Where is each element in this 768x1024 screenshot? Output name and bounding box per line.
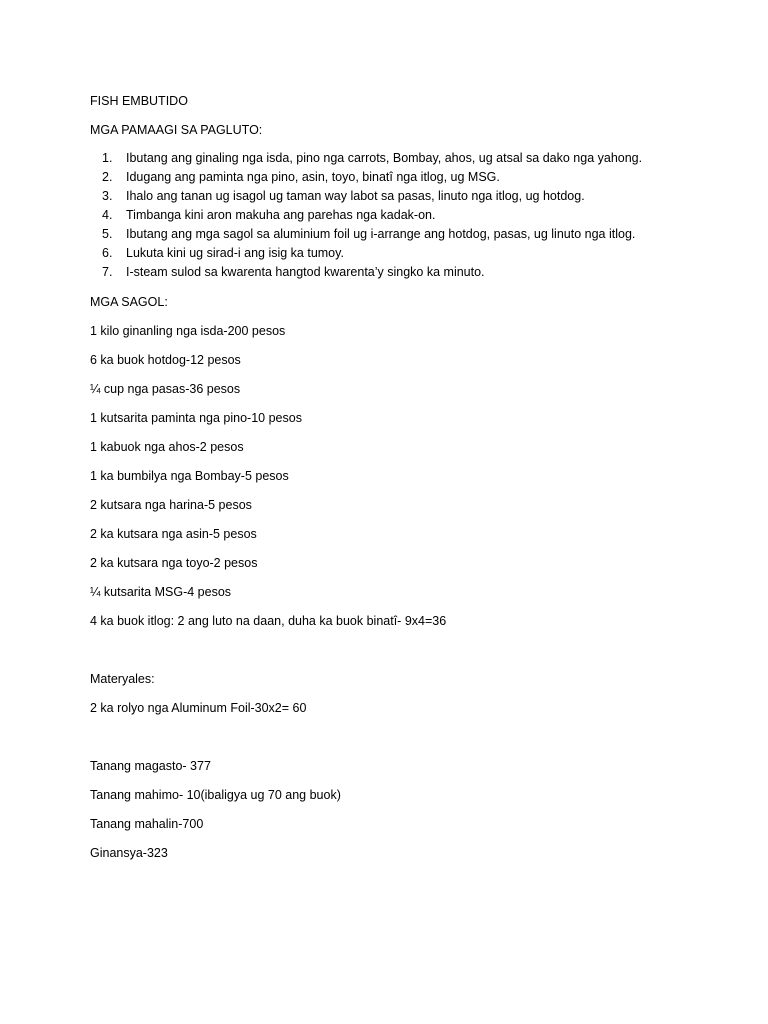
total-profit: Ginansya-323: [90, 846, 168, 860]
step-item: [102, 206, 710, 225]
total-yield: Tanang mahimo- 10(ibaligya ug 70 ang buok): [90, 788, 341, 802]
step-number: 3.: [102, 189, 113, 203]
step-text: Timbanga kini aron makuha ang parehas nga kadak-on.: [126, 208, 436, 222]
step-text: Idugang ang paminta nga pino, asin, toyo, binatî nga itlog, ug MSG.: [126, 170, 500, 184]
material-item: 2 ka rolyo nga Aluminum Foil-30x2= 60: [90, 701, 307, 715]
step-number: 2.: [102, 170, 113, 184]
step-text: Ibutang ang mga sagol sa aluminium foil ug i-arrange ang hotdog, pasas, ug linuto nga itlog.: [126, 227, 636, 241]
step-number: 7.: [102, 265, 113, 279]
total-sales: Tanang mahalin-700: [90, 817, 204, 831]
procedure-steps: [90, 149, 710, 282]
step-item: [102, 149, 710, 168]
document-page: [90, 92, 710, 873]
step-item: [102, 187, 710, 206]
ingredient-item: 6 ka buok hotdog-12 pesos: [90, 353, 241, 367]
ingredient-item: ¼ cup nga pasas-36 pesos: [90, 382, 241, 396]
step-text: I-steam sulod sa kwarenta hangtod kwarenta’y singko ka minuto.: [126, 265, 485, 279]
step-number: 4.: [102, 208, 113, 222]
ingredient-item: 2 kutsara nga harina-5 pesos: [90, 498, 252, 512]
document-title: FISH EMBUTIDO: [90, 94, 188, 108]
procedure-heading: MGA PAMAAGI SA PAGLUTO:: [90, 123, 263, 137]
ingredients-heading: MGA SAGOL:: [90, 295, 168, 309]
ingredient-item: ¼ kutsarita MSG-4 pesos: [90, 585, 232, 599]
step-item: [102, 225, 710, 244]
step-number: 5.: [102, 227, 113, 241]
step-text: Lukuta kini ug sirad-i ang isig ka tumoy.: [126, 246, 344, 260]
step-item: [102, 244, 710, 263]
step-text: Ibutang ang ginaling nga isda, pino nga carrots, Bombay, ahos, ug atsal sa dako nga yahong.: [126, 151, 643, 165]
ingredient-item: 1 kilo ginanling nga isda-200 pesos: [90, 324, 286, 338]
materials-heading: Materyales:: [90, 672, 155, 686]
ingredient-item: 1 ka bumbilya nga Bombay-5 pesos: [90, 469, 289, 483]
step-item: [102, 168, 710, 187]
step-number: 6.: [102, 246, 113, 260]
ingredient-item: 2 ka kutsara nga toyo-2 pesos: [90, 556, 258, 570]
ingredient-item: 1 kabuok nga ahos-2 pesos: [90, 440, 244, 454]
spacer: [90, 641, 710, 670]
ingredient-item: 1 kutsarita paminta nga pino-10 pesos: [90, 411, 302, 425]
ingredient-item: 4 ka buok itlog: 2 ang luto na daan, duha ka buok binatî- 9x4=36: [90, 614, 447, 628]
step-text: Ihalo ang tanan ug isagol ug taman way labot sa pasas, linuto nga itlog, ug hotdog.: [126, 189, 585, 203]
ingredient-item: 2 ka kutsara nga asin-5 pesos: [90, 527, 257, 541]
step-number: 1.: [102, 151, 113, 165]
spacer: [90, 728, 710, 757]
total-expense: Tanang magasto- 377: [90, 759, 211, 773]
step-item: [102, 263, 710, 282]
